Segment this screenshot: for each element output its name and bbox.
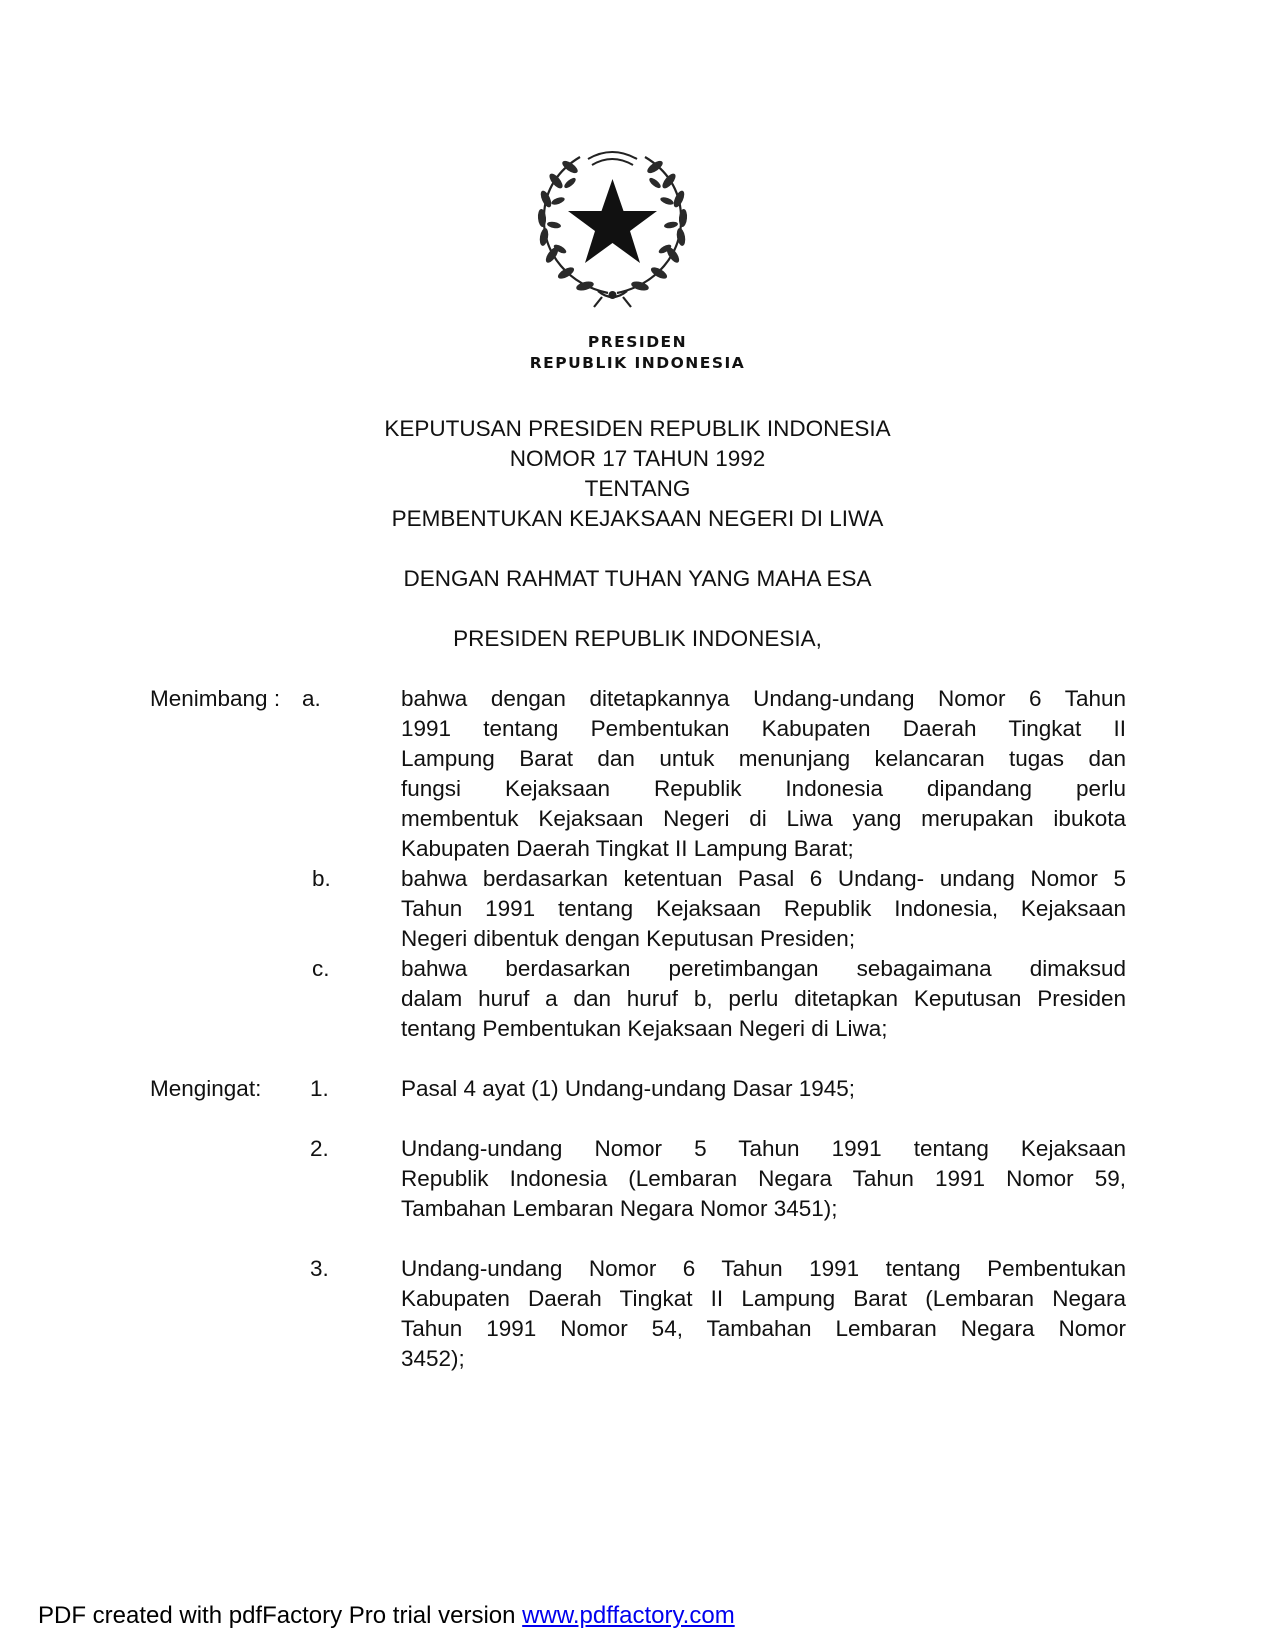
item-marker: 2. bbox=[310, 1136, 329, 1161]
clause-line: Undang-undang Nomor 5 Tahun 1991 tentang Kejaksaan bbox=[401, 1136, 1126, 1161]
clause-line: Negeri dibentuk dengan Keputusan Presiden; bbox=[401, 926, 856, 951]
mengingat-label: Mengingat: bbox=[150, 1076, 262, 1101]
clause-line: bahwa berdasarkan peretimbangan sebagaimana dimaksud bbox=[401, 956, 1126, 981]
decree-number: NOMOR 17 TAHUN 1992 bbox=[509, 446, 766, 471]
item-marker: b. bbox=[312, 866, 331, 891]
clause-line: Undang-undang Nomor 6 Tahun 1991 tentang Pembentukan bbox=[401, 1256, 1126, 1281]
clause-line: Pasal 4 ayat (1) Undang-undang Dasar 1945; bbox=[401, 1076, 856, 1101]
clause-line: membentuk Kejaksaan Negeri di Liwa yang merupakan ibukota bbox=[401, 806, 1126, 831]
clause-line: Tahun 1991 tentang Kejaksaan Republik Indonesia, Kejaksaan bbox=[401, 896, 1126, 921]
clause-line: 3452); bbox=[401, 1346, 465, 1371]
decree-subject: PEMBENTUKAN KEJAKSAAN NEGERI DI LIWA bbox=[391, 506, 884, 531]
decree-title: KEPUTUSAN PRESIDEN REPUBLIK INDONESIA bbox=[384, 416, 891, 441]
footer-link[interactable]: www.pdffactory.com bbox=[522, 1602, 735, 1629]
clause-line: Kabupaten Daerah Tingkat II Lampung Barat (Lembaran Negara bbox=[401, 1286, 1126, 1311]
clause-line: fungsi Kejaksaan Republik Indonesia dipandang perlu bbox=[401, 776, 1126, 801]
clause-line: bahwa dengan ditetapkannya Undang-undang Nomor 6 Tahun bbox=[401, 686, 1126, 711]
clause-line: tentang Pembentukan Kejaksaan Negeri di Liwa; bbox=[401, 1016, 888, 1041]
clause-line: 1991 tentang Pembentukan Kabupaten Daerah Tingkat II bbox=[401, 716, 1126, 741]
clause-line: Lampung Barat dan untuk menunjang kelancaran tugas dan bbox=[401, 746, 1126, 771]
letterhead-line-republik: REPUBLIK INDONESIA bbox=[529, 354, 746, 372]
clause-line: Kabupaten Daerah Tingkat II Lampung Barat; bbox=[401, 836, 854, 861]
item-marker: 3. bbox=[310, 1256, 329, 1281]
issuer: PRESIDEN REPUBLIK INDONESIA, bbox=[453, 626, 822, 651]
presidential-emblem-icon bbox=[530, 145, 695, 310]
pdf-footer bbox=[38, 1602, 735, 1630]
footer-text: PDF created with pdfFactory Pro trial version bbox=[38, 1602, 523, 1629]
clause-line: Tahun 1991 Nomor 54, Tambahan Lembaran Negara Nomor bbox=[401, 1316, 1126, 1341]
letterhead-line-presiden: PRESIDEN bbox=[587, 333, 688, 351]
clause-line: Tambahan Lembaran Negara Nomor 3451); bbox=[401, 1196, 838, 1221]
clause-line: dalam huruf a dan huruf b, perlu ditetapkan Keputusan Presiden bbox=[401, 986, 1126, 1011]
menimbang-label: Menimbang : bbox=[150, 686, 281, 711]
clause-line: bahwa berdasarkan ketentuan Pasal 6 Undang- undang Nomor 5 bbox=[401, 866, 1126, 891]
item-marker: c. bbox=[312, 956, 330, 981]
item-marker: a. bbox=[302, 686, 321, 711]
clause-line: Republik Indonesia (Lembaran Negara Tahun 1991 Nomor 59, bbox=[401, 1166, 1126, 1191]
item-marker: 1. bbox=[310, 1076, 329, 1101]
invocation: DENGAN RAHMAT TUHAN YANG MAHA ESA bbox=[403, 566, 872, 591]
decree-tentang: TENTANG bbox=[584, 476, 691, 501]
